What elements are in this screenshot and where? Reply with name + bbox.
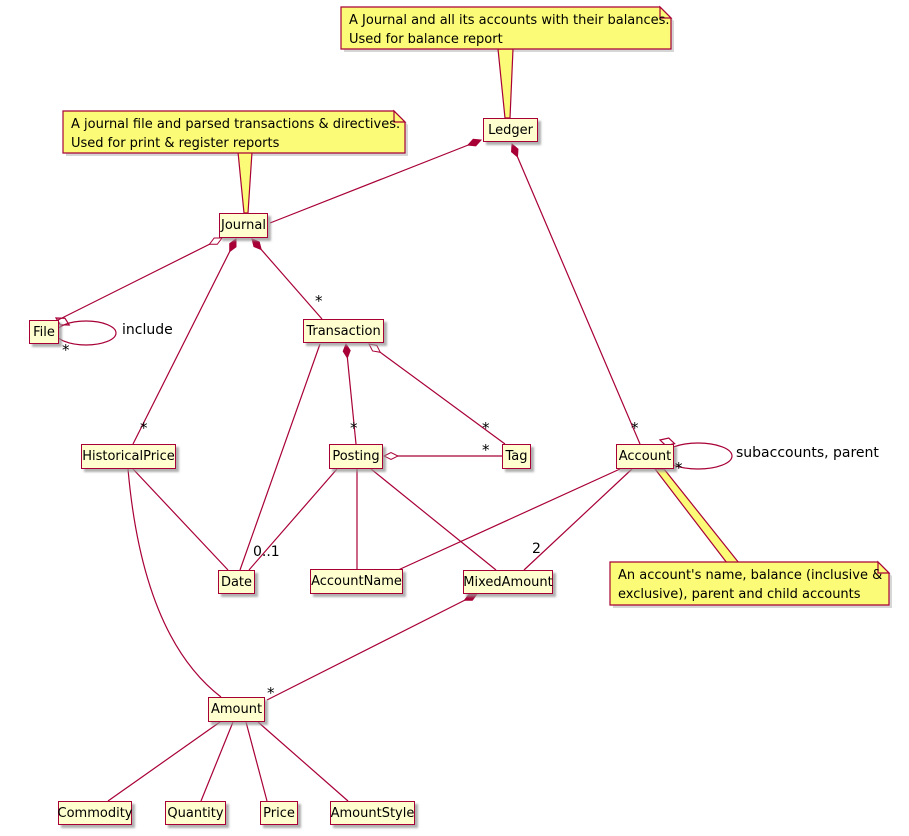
edge-label-subaccounts-parent: subaccounts, parent: [736, 445, 879, 461]
multiplicity-posting: *: [350, 419, 358, 437]
class-journal: Journal: [219, 213, 268, 238]
class-accountname: AccountName: [310, 569, 403, 594]
edge-journal-transaction: [252, 239, 322, 319]
edge-posting-mixedamount: [371, 469, 496, 570]
edge-mixedamount-amount: [267, 594, 477, 700]
edge-journal-file: [58, 238, 222, 320]
multiplicity-transaction: *: [315, 292, 323, 310]
class-transaction: Transaction: [303, 319, 384, 343]
class-date: Date: [218, 570, 255, 594]
multiplicity-date-posting: 0..1: [253, 544, 280, 560]
edge-historicalprice-amount: [128, 469, 221, 697]
edge-amount-quantity: [201, 722, 233, 801]
class-historicalprice: HistoricalPrice: [81, 444, 176, 469]
note-bodies: [63, 7, 889, 605]
class-price: Price: [260, 801, 298, 825]
class-commodity: Commodity: [58, 801, 132, 825]
edge-historicalprice-date: [133, 469, 228, 570]
multiplicity-tag-transaction: *: [482, 419, 490, 437]
edge-transaction-date: [240, 344, 320, 570]
multiplicity-mixedamount-account: 2: [532, 541, 541, 557]
edge-journal-historicalprice: [133, 239, 236, 444]
class-mixedamount: MixedAmount: [463, 570, 553, 594]
edge-amount-price: [246, 722, 267, 801]
note-tail-ledger: [498, 49, 513, 118]
note-account-line2: exclusive), parent and child accounts: [618, 587, 861, 602]
multiplicity-account-ledger: *: [631, 419, 639, 437]
note-journal: [71, 115, 400, 153]
note-account-line1: An account's name, balance (inclusive &: [618, 568, 883, 583]
class-account: Account: [616, 444, 674, 469]
class-amount: Amount: [208, 697, 265, 722]
note-journal-line2: Used for print & register reports: [71, 136, 280, 151]
note-tail-account: [655, 469, 739, 563]
edge-account-accountname: [396, 469, 620, 571]
note-ledger-line2: Used for balance report: [349, 32, 503, 47]
note-shadows: [66, 10, 892, 608]
class-file: File: [29, 320, 59, 344]
multiplicity-tag-posting: *: [482, 441, 490, 459]
multiplicity-historicalprice: *: [140, 419, 148, 437]
note-account: [618, 566, 882, 604]
note-ledger-line1: A Journal and all its accounts with their balances.: [349, 13, 670, 28]
note-ledger: [349, 11, 670, 49]
class-ledger: Ledger: [483, 118, 538, 142]
edge-label-include: include: [122, 322, 173, 338]
edge-layer: [58, 140, 640, 801]
edge-amount-commodity: [108, 722, 220, 801]
class-quantity: Quantity: [165, 801, 226, 825]
multiplicity-file-include: *: [62, 341, 70, 359]
note-tail-journal: [238, 152, 252, 213]
multiplicity-account-loop: *: [675, 459, 683, 477]
multiplicity-amount-mixedamount: *: [267, 684, 275, 702]
note-journal-line1: A journal file and parsed transactions & directives.: [71, 117, 401, 132]
edge-ledger-account: [512, 144, 640, 444]
edge-amount-amountstyle: [258, 722, 348, 801]
class-tag: Tag: [502, 444, 531, 469]
class-posting: Posting: [329, 444, 383, 469]
class-amountstyle: AmountStyle: [330, 801, 415, 825]
